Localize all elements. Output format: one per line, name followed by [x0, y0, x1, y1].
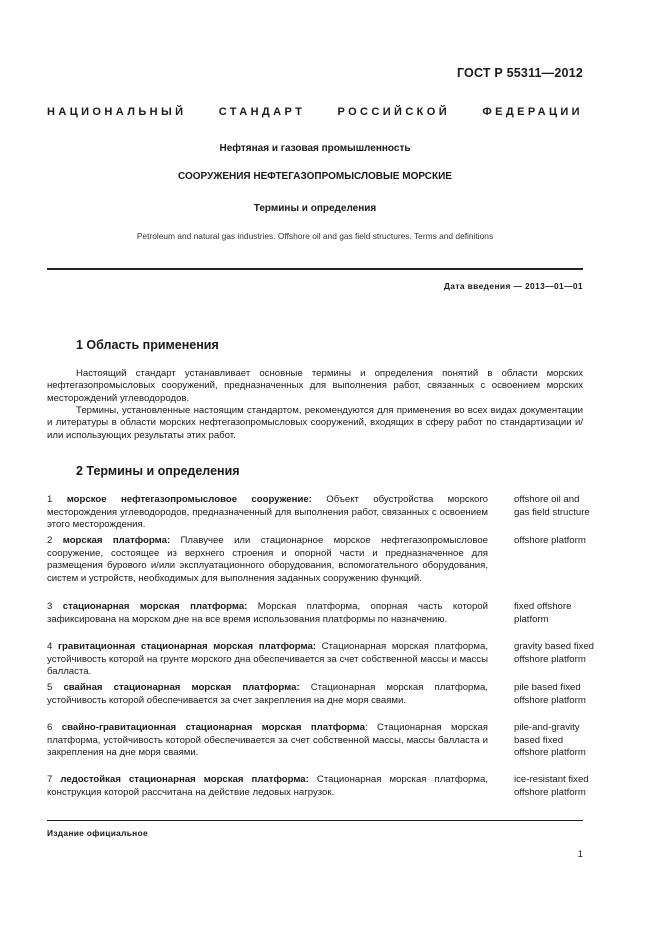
- introduction-date: Дата введения — 2013—01—01: [443, 281, 583, 291]
- term-entry: [47, 601, 488, 626]
- term-name: свайная стационарная морская платформа:: [63, 682, 300, 693]
- official-edition-note: Издание официальное: [47, 828, 148, 838]
- term-definition: Стационарная морская платформа, устойчивость которой на грунте морского дна обеспечивается за счет собственной массы и массы балласта.: [47, 641, 488, 678]
- term-entry: [47, 535, 488, 585]
- english-title: Petroleum and natural gas industries. Offshore oil and gas field structures. Terms and definitions: [136, 231, 494, 241]
- term-name: свайно-гравитационная стационарная морская платформа: [61, 722, 365, 733]
- term-english: pile-and-gravity based fixed offshore platform: [514, 722, 586, 759]
- term-name: гравитационная стационарная морская платформа:: [58, 641, 316, 652]
- term-number: 5: [47, 682, 53, 693]
- term-english: gravity based fixed offshore platform: [514, 641, 594, 665]
- subtitle: Термины и определения: [253, 203, 377, 214]
- term-english: offshore platform: [514, 535, 586, 546]
- footer-divider: [47, 820, 583, 821]
- national-standard-banner: НАЦИОНАЛЬНЫЙ СТАНДАРТ РОССИЙСКОЙ ФЕДЕРАЦИИ: [47, 106, 583, 118]
- term-number: 2: [47, 535, 53, 546]
- term-entry: [47, 641, 488, 679]
- term-number: 4: [47, 641, 53, 652]
- term-name: стационарная морская платформа:: [62, 601, 248, 612]
- section-1-heading: 1 Область применения: [76, 338, 219, 352]
- term-entry: [47, 722, 488, 760]
- term-number: 1: [47, 494, 53, 505]
- term-name: морское нефтегазопромысловое сооружение:: [66, 494, 312, 505]
- title-divider: [47, 268, 583, 270]
- main-title: СООРУЖЕНИЯ НЕФТЕГАЗОПРОМЫСЛОВЫЕ МОРСКИЕ: [178, 171, 452, 182]
- term-entry: [47, 682, 488, 707]
- section-2-heading: 2 Термины и определения: [76, 464, 240, 478]
- term-english: pile based fixed offshore platform: [514, 682, 586, 706]
- term-name: морская платформа:: [62, 535, 171, 546]
- term-english: offshore oil and gas field structure: [514, 494, 590, 518]
- industry-title: Нефтяная и газовая промышленность: [219, 143, 411, 154]
- term-number: 7: [47, 774, 53, 785]
- term-definition: Стационарная морская платформа, устойчивость которой обеспечивается за счет закрепления на дне моря сваями.: [47, 682, 488, 706]
- term-definition: Объект обустройства морского месторождения углеводородов, предназначенный для выполнения работ, связанных с освоением этого месторождения.: [47, 494, 488, 531]
- document-code: ГОСТ Р 55311—2012: [456, 66, 583, 80]
- term-definition: : Стационарная морская платформа, устойчивость которой обеспечивается за счет собственной массы, массы балласта и закрепления на дне моря сваями.: [47, 722, 489, 759]
- term-entry: [47, 774, 488, 799]
- term-definition: Плавучее или стационарное морское нефтегазопромысловое сооружение, состоящее из верхнего строения и опорной части и предназначенное для размещения бурового и/или эксплуатационного оборудования, вспомогательного оборудования, систем и устройств, необходимых для выполнения заданных сооружению функций.: [47, 535, 489, 584]
- page-number: 1: [577, 849, 583, 860]
- term-entry: [47, 494, 488, 532]
- section-1-paragraph: Термины, установленные настоящим стандартом, рекомендуются для применения во всех видах документации и литературы в области морских нефтегазопромысловых сооружений, входящих в сферу работ по стандартизации и/или использующих результаты этих работ.: [47, 405, 583, 441]
- term-definition: Морская платформа, опорная часть которой зафиксирована на морском дне на все время использования платформы по назначению.: [47, 601, 488, 625]
- section-1-paragraph: Настоящий стандарт устанавливает основные термины и определения понятий в области морских нефтегазопромысловых сооружений, предназначенных для выполнения работ, связанных с освоением морских месторождений углеводородов.: [47, 368, 583, 404]
- term-english: ice-resistant fixed offshore platform: [514, 774, 589, 798]
- term-english: fixed offshore platform: [514, 601, 572, 625]
- term-number: 6: [47, 722, 53, 733]
- term-number: 3: [47, 601, 53, 612]
- term-name: ледостойкая стационарная морская платформа:: [60, 774, 309, 785]
- term-definition: Стационарная морская платформа, конструкция которой рассчитана на действие ледовых нагрузок.: [47, 774, 488, 798]
